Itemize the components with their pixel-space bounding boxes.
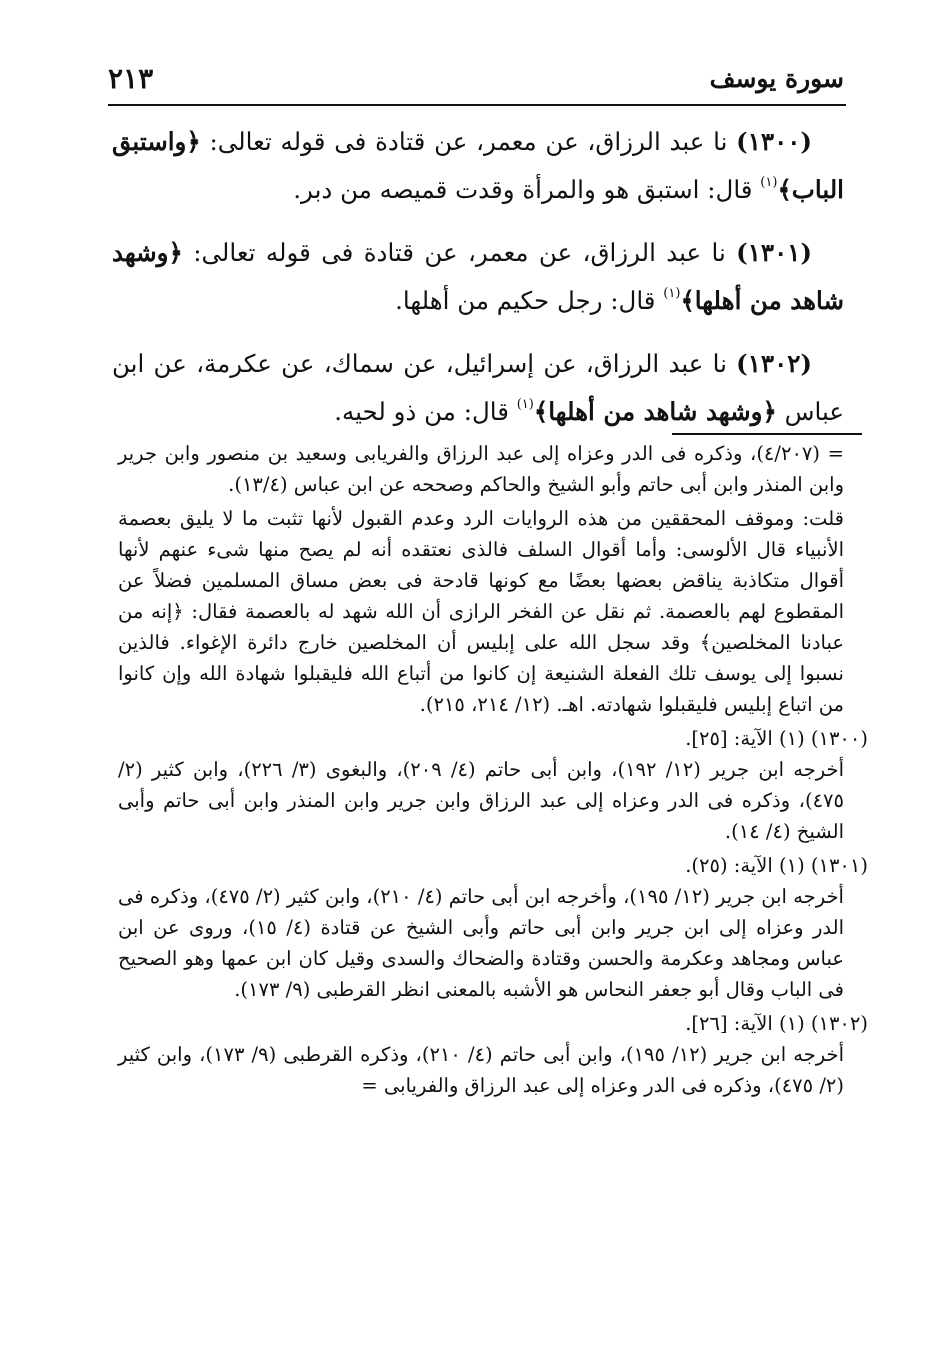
footnote-heading-1300: (١٣٠٠) (١) الآية: [٢٥].	[685, 727, 868, 750]
hadith-text: نا عبد الرزاق، عن معمر، عن قتادة فى قوله تعالى:	[200, 127, 737, 156]
footnote-heading-1302: (١٣٠٢) (١) الآية: [٢٦].	[685, 1012, 868, 1035]
footnote-commentary: قلت: وموقف المحققين من هذه الروايات الرد وعدم القبول لأنها تثبت ما لا يليق بعصمة الأنبياء قال الألوسى: وأما أقوال السلف فالذى نعتقده أنه لم يصح منها شىء عنهم لأنها أقوال متكاذبة يناقض بعضها بعضًا مع كونها قادحة فى بعض مساق المسلمين فضلاً عن المقطوع لهم بالعصمة. ثم نقل عن الفخر الرازى أن الله شهد له بالعصمة فقال: ﴿إنه من عبادنا المخلصين﴾ وقد سجل الله على إبليس أن المخلصين خارج دائرة الإغواء. فالذين نسبوا إلى يوسف تلك الفعلة الشنيعة إن كانوا من أتباع الله فليقبلوا شهادة الله وإن كانوا من اتباع إبليس فليقبلوا شهادته. اهـ. (١٢/ ٢١٤، ٢١٥).	[118, 507, 844, 716]
hadith-number: (١٣٠٠)	[736, 127, 812, 156]
footnotes	[118, 438, 868, 1104]
footnote-body-1302: أخرجه ابن جرير (١٢/ ١٩٥)، وابن أبى حاتم (٤/ ٢١٠)، وذكره القرطبى (٩/ ١٧٣)، وابن كثير (٢/ ٤٧٥)، وذكره فى الدر وعزاه إلى عبد الرزاق والفريابى =	[118, 1043, 844, 1097]
hadith-number: (١٣٠١)	[736, 238, 812, 267]
footnote-separator	[672, 433, 862, 435]
hadith-1300	[112, 118, 844, 214]
page-header	[108, 62, 844, 102]
hadith-1301	[112, 229, 844, 325]
quran-verse: ﴿وشهد شاهد من أهلها﴾	[533, 397, 777, 426]
quran-verse: ﴿واستبق الباب﴾	[112, 127, 844, 204]
footnote-marker: (١)	[760, 175, 778, 190]
hadith-text: نا عبد الرزاق، عن إسرائيل، عن سماك، عن عكرمة، عن ابن عباس	[112, 349, 844, 426]
hadith-text: قال: من ذو لحيه.	[334, 397, 517, 426]
hadith-number: (١٣٠٢)	[736, 349, 812, 378]
main-text	[112, 118, 844, 451]
chapter-title: سورة يوسف	[709, 64, 844, 93]
footnote-heading-1301: (١٣٠١) (١) الآية: (٢٥).	[685, 854, 868, 877]
footnote-body-1301: أخرجه ابن جرير (١٢/ ١٩٥)، وأخرجه ابن أبى حاتم (٤/ ٢١٠)، وابن كثير (٢/ ٤٧٥)، وذكره فى الدر وعزاه إلى ابن جرير وابن أبى حاتم وأبى الشيخ عن قتادة (٤/ ١٥)، وروى عن ابن عباس ومجاهد وعكرمة والحسن وقتادة والضحاك والسدى وقيل كان ابن عمها وهو الصحيح فى الباب وقال أبو جعفر النحاس هو الأشبه بالمعنى انظر القرطبى (٩/ ١٧٣).	[118, 885, 845, 1001]
footnote-marker: (١)	[516, 397, 534, 412]
page-number: ٢١٣	[108, 62, 154, 95]
hadith-1302	[112, 340, 844, 436]
hadith-text: قال: استبق هو والمرأة وقدت قميصه من دبر.	[293, 175, 761, 204]
footnote-body-1300: أخرجه ابن جرير (١٢/ ١٩٢)، وابن أبى حاتم (٤/ ٢٠٩)، والبغوى (٣/ ٢٢٦)، وابن كثير (٢/ ٤٧٥)، وذكره فى الدر وعزاه إلى عبد الرزاق وابن جرير وابن المنذر وابن أبى حاتم وأبى الشيخ (٤/ ١٤).	[118, 758, 844, 843]
header-rule	[108, 104, 846, 106]
hadith-text: قال: رجل حكيم من أهلها.	[395, 286, 664, 315]
quran-verse: ﴿وشهد شاهد من أهلها﴾	[112, 238, 844, 315]
footnote-continuation: = (٤/٢٠٧)، وذكره فى الدر وعزاه إلى عبد الرزاق والفريابى وسعيد بن منصور وابن جرير وابن المنذر وابن أبى حاتم وأبو الشيخ والحاكم وصححه عن ابن عباس (١٣/٤).	[118, 442, 844, 496]
footnote-marker: (١)	[663, 286, 681, 301]
hadith-text: نا عبد الرزاق، عن معمر، عن قتادة فى قوله تعالى:	[182, 238, 737, 267]
